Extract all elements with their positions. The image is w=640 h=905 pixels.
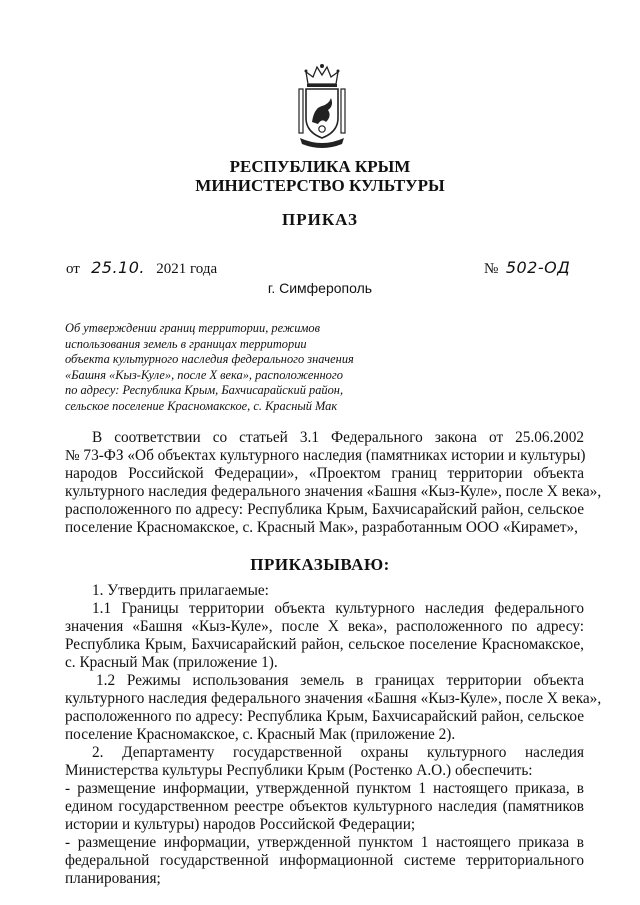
subject-line: «Башня «Кыз-Куле», после X века», расположенного bbox=[65, 367, 343, 382]
item-line: 1.2 Режимы использования земель в границах территории объекта bbox=[96, 672, 584, 689]
item-1-1 bbox=[65, 600, 584, 672]
item-line: 1.1 Границы территории объекта культурного наследия федерального bbox=[92, 600, 584, 617]
order-heading: ПРИКАЗЫВАЮ: bbox=[250, 555, 390, 574]
subject-line: Об утверждении границ территории, режимов bbox=[65, 321, 320, 335]
preamble-line: поселение Красномакское, с. Красный Мак», разработанным ООО «Кирамет», bbox=[65, 519, 578, 536]
order-date bbox=[66, 258, 217, 278]
item-line: значения «Башня «Кыз-Куле», после X века», расположенного по адресу: bbox=[65, 618, 584, 635]
bullet-1 bbox=[65, 780, 584, 834]
date-year: 2021 года bbox=[156, 261, 218, 277]
item-1-2 bbox=[65, 672, 602, 744]
ministry-title: МИНИСТЕРСТВО КУЛЬТУРЫ bbox=[195, 176, 445, 195]
order-subject bbox=[65, 321, 365, 414]
item-line: культурного наследия федерального значения «Башня «Кыз-Куле», после X века», bbox=[65, 690, 602, 707]
bullet-2 bbox=[65, 834, 584, 888]
preamble bbox=[65, 429, 602, 537]
subject-line: сельское поселение Красномакское, с. Красный Мак bbox=[65, 398, 338, 413]
bullet-line: планирования; bbox=[65, 870, 161, 887]
subject-line: по адресу: Республика Крым, Бахчисарайский район, bbox=[65, 383, 344, 397]
preamble-line: В соответствии со статьей 3.1 Федерального закона от 25.06.2002 bbox=[92, 429, 584, 446]
bullet-line: едином государственном реестре объектов культурного наследия (памятников bbox=[65, 798, 584, 815]
item-2 bbox=[65, 744, 584, 780]
subject-line: использования земель в границах территории bbox=[65, 336, 307, 351]
handwritten-number: 502-ОД bbox=[505, 258, 571, 277]
item-line: с. Красный Мак (приложение 1). bbox=[65, 654, 278, 671]
date-prefix: от bbox=[66, 261, 80, 277]
bullet-line: федеральной государственной информационной системе территориального bbox=[65, 852, 584, 869]
bullet-line: - размещение информации, утвержденной пунктом 1 настоящего приказа в bbox=[65, 834, 584, 851]
document-type: ПРИКАЗ bbox=[282, 210, 358, 229]
bullet-line: - размещение информации, утвержденной пунктом 1 настоящего приказа, в bbox=[65, 780, 584, 797]
item-line: Республика Крым, Бахчисарайский район, сельское поселение Красномакское, bbox=[65, 636, 584, 653]
subject-line: объекта культурного наследия федерального значения bbox=[65, 352, 354, 366]
item-line: расположенного по адресу: Республика Крым, Бахчисарайский район, сельское bbox=[65, 708, 584, 725]
handwritten-date: 25.10. bbox=[91, 258, 145, 277]
bullet-line: истории и культуры) народов Российской Федерации; bbox=[65, 816, 416, 833]
coat-of-arms-emblem bbox=[296, 62, 348, 148]
preamble-line: расположенного по адресу: Республика Крым, Бахчисарайский район, сельское bbox=[65, 501, 584, 518]
order-number bbox=[484, 258, 570, 278]
city: г. Симферополь bbox=[267, 280, 373, 296]
preamble-line: культурного наследия федерального значения «Башня «Кыз-Куле», после X века», bbox=[65, 483, 602, 500]
item-line: Министерства культуры Республики Крым (Ростенко А.О.) обеспечить: bbox=[65, 762, 533, 779]
item-line: поселение Красномакское, с. Красный Мак (приложение 2). bbox=[65, 726, 456, 743]
number-prefix: № bbox=[484, 261, 499, 277]
preamble-line: народов Российской Федерации», «Проектом границ территории объекта bbox=[65, 465, 584, 482]
item-1: 1. Утвердить прилагаемые: bbox=[92, 582, 269, 599]
republic-title: РЕСПУБЛИКА КРЫМ bbox=[229, 157, 411, 176]
preamble-line: № 73-ФЗ «Об объектах культурного наследия (памятниках истории и культуры) bbox=[65, 447, 586, 464]
item-line: 2. Департаменту государственной охраны культурного наследия bbox=[92, 744, 584, 761]
